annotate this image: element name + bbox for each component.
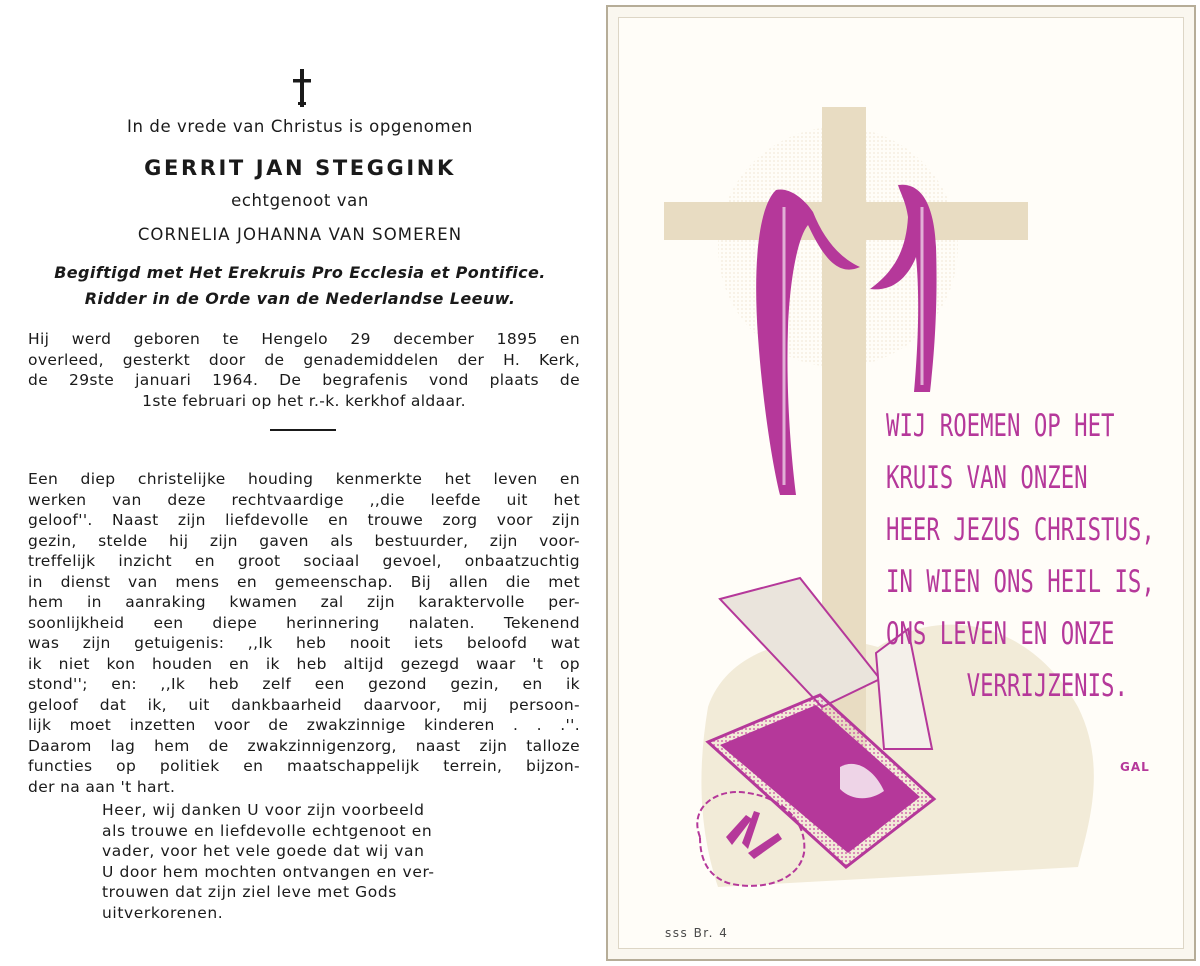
series-code: sss Br. 4 — [665, 926, 729, 940]
honor-line-1: Begiftigd met Het Erekruis Pro Ecclesia et Pontifice. — [54, 263, 546, 282]
tribute-line: Daarom lag hem de zwakzinnigenzorg, naast zijn talloze — [28, 736, 580, 755]
tribute-paragraph — [28, 469, 580, 797]
tribute-line: geloof dat ik, uit dankbaarheid daarvoor, mij persoon- — [28, 695, 580, 714]
tribute-line: hem in aanraking kwamen zal zijn karaktervolle per- — [28, 593, 580, 611]
tribute-line: stond''; en: ,,Ik heb zelf een gezond gezin, en ik — [28, 675, 580, 693]
prayer-line: trouwen dat zijn ziel leve met Gods — [102, 883, 397, 901]
tribute-line: geloof''. Naast zijn liefdevolle en trouwe zorg voor zijn — [28, 511, 580, 529]
bio-line: overleed, gesterkt door de genademiddelen der H. Kerk, — [28, 350, 580, 369]
prayer-paragraph — [102, 800, 504, 923]
verse-line: WIJ ROEMEN OP HET — [886, 408, 1115, 444]
verse-line: HEER JEZUS CHRISTUS, — [886, 512, 1155, 548]
spouse-label: echtgenoot van — [231, 191, 369, 210]
prayer-line: U door hem mochten ontvangen en ver- — [102, 862, 435, 881]
verse-line: KRUIS VAN ONZEN — [886, 460, 1088, 496]
verse-line: IN WIEN ONS HEIL IS, — [886, 564, 1155, 600]
artist-signature: GAL — [1120, 760, 1150, 774]
verse-line: ONS LEVEN EN ONZE — [886, 616, 1115, 652]
tribute-line: in dienst van mens en gemeenschap. Bij allen die met — [28, 572, 580, 591]
prayer-line: als trouwe en liefdevolle echtgenoot en — [102, 821, 433, 840]
tribute-line: Een diep christelijke houding kenmerkte het leven en — [28, 470, 580, 488]
verse-line: VERRIJZENIS. — [966, 668, 1128, 704]
intro-line: In de vrede van Christus is opgenomen — [127, 117, 473, 136]
spouse-name: CORNELIA JOHANNA VAN SOMEREN — [137, 225, 463, 244]
tribute-line: der na aan 't hart. — [28, 777, 176, 796]
tribute-line: werken van deze rechtvaardige ,,die leefde uit het — [28, 490, 580, 509]
tribute-line: was zijn getuigenis: ,,Ik heb nooit iets beloofd wat — [28, 634, 580, 652]
tribute-line: lijk moet inzetten voor de zwakzinnige kinderen . . .''. — [28, 716, 580, 734]
divider-rule — [270, 429, 336, 431]
prayer-line: uitverkorenen. — [102, 903, 224, 922]
prayer-line: Heer, wij danken U voor zijn voorbeeld — [102, 801, 425, 819]
bio-line: de 29ste januari 1964. De begrafenis vond plaats de — [28, 371, 580, 389]
tribute-line: treffelijk inzicht en groot sociaal gevoel, onbaatzuchtig — [28, 552, 580, 570]
scripture-verse — [886, 400, 1192, 712]
devotional-image-panel — [606, 5, 1196, 961]
deceased-name: GERRIT JAN STEGGINK — [144, 156, 456, 180]
cross-horizontal-beam — [664, 202, 1028, 240]
biography-paragraph — [28, 329, 580, 411]
bio-line: Hij werd geboren te Hengelo 29 december 1895 en — [28, 330, 580, 348]
tribute-line: ik niet kon houden en ik heb altijd gezegd waar 't op — [28, 654, 580, 673]
cross-icon — [287, 68, 317, 108]
tribute-line: functies op politiek en maatschappelijk terrein, bijzon- — [28, 757, 580, 775]
tribute-line: soonlijkheid een diepe herinnering nalaten. Tekenend — [28, 613, 580, 632]
tribute-line: gezin, stelde hij zijn gaven als bestuurder, zijn voor- — [28, 531, 580, 550]
bio-line: 1ste februari op het r.-k. kerkhof aldaar. — [142, 391, 466, 410]
prayer-line: vader, voor het vele goede dat wij van — [102, 842, 425, 860]
honor-line-2: Ridder in de Orde van de Nederlandse Leeuw. — [84, 289, 516, 308]
